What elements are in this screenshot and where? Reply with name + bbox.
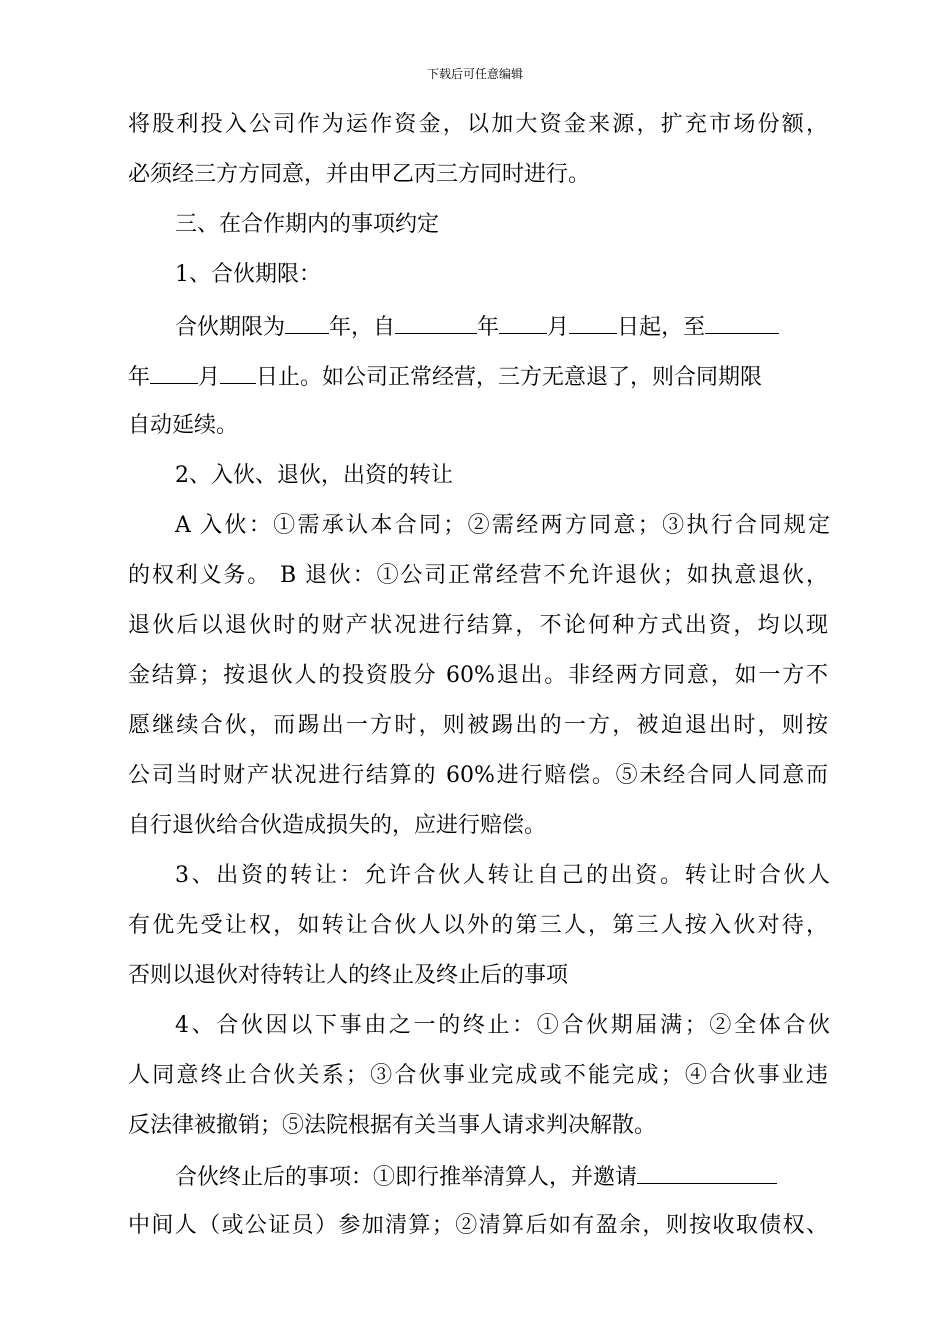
termination-text: 合伙终止后的事项：①即行推举清算人，并邀请	[175, 1165, 638, 1190]
start-day-blank[interactable]	[569, 311, 617, 334]
term-line	[175, 311, 830, 341]
paragraph-line: 愿继续合伙，而踢出一方时，则被踢出的一方，被迫退出时，则按	[128, 713, 828, 738]
paragraph-line: 将股利投入公司作为运作资金，以加大资金来源，扩充市场份额，	[128, 112, 828, 137]
paragraph-line: 必须经三方方同意，并由甲乙丙三方同时进行。	[128, 162, 591, 187]
end-year-blank[interactable]	[705, 311, 779, 334]
paragraph-line: A 入伙：①需承认本合同；②需经两方同意；③执行合同规定	[175, 513, 830, 538]
paragraph-line: 金结算；按退伙人的投资股分 60%退出。非经两方同意，如一方不	[128, 663, 828, 688]
item-heading: 1、合伙期限：	[175, 262, 321, 287]
start-year-blank[interactable]	[395, 311, 477, 334]
paragraph-line: 3、出资的转让：允许合伙人转让自己的出资。转让时合伙人	[175, 863, 830, 888]
paragraph-line: 公司当时财产状况进行结算的 60%进行赔偿。⑤未经合同人同意而	[128, 763, 828, 788]
paragraph-line: 4、合伙因以下事由之一的终止：①合伙期届满；②全体合伙	[175, 1013, 830, 1038]
term-text: 年，自	[329, 315, 396, 340]
term-text: 年	[128, 365, 151, 390]
paragraph-line: 中间人（或公证员）参加清算；②清算后如有盈余，则按收取债权、	[128, 1213, 828, 1238]
paragraph-line: 自行退伙给合伙造成损失的，应进行赔偿。	[128, 813, 547, 838]
years-blank[interactable]	[285, 311, 329, 334]
term-text: 合伙期限为	[175, 315, 286, 340]
intermediary-blank[interactable]	[637, 1161, 777, 1184]
term-line: 自动延续。	[128, 413, 239, 438]
term-text: 月	[198, 365, 221, 390]
paragraph-line: 反法律被撤销；⑤法院根据有关当事人请求判决解散。	[128, 1113, 657, 1138]
end-month-blank[interactable]	[150, 361, 198, 384]
item-heading: 2、入伙、退伙，出资的转让	[175, 463, 453, 488]
paragraph-line: 有优先受让权，如转让合伙人以外的第三人，第三人按入伙对待，	[128, 913, 828, 938]
page-header: 下载后可任意编辑	[426, 67, 523, 81]
paragraph-line: 人同意终止合伙关系；③合伙事业完成或不能完成；④合伙事业违	[128, 1063, 828, 1088]
paragraph-line: 否则以退伙对待转让人的终止及终止后的事项	[128, 963, 569, 988]
term-line	[128, 361, 828, 391]
term-text: 日止。如公司正常经营，三方无意退了，则合同期限	[256, 365, 763, 390]
term-text: 年	[477, 315, 500, 340]
start-month-blank[interactable]	[499, 311, 547, 334]
term-text: 月	[547, 315, 570, 340]
paragraph-line: 退伙后以退伙时的财产状况进行结算，不论何种方式出资，均以现	[128, 613, 828, 638]
end-day-blank[interactable]	[220, 361, 256, 384]
paragraph-line: 的权利义务。 B 退伙：①公司正常经营不允许退伙；如执意退伙，	[128, 563, 828, 588]
term-text: 日起，至	[617, 315, 706, 340]
termination-line	[175, 1161, 830, 1191]
section-heading: 三、在合作期内的事项约定	[175, 212, 440, 237]
